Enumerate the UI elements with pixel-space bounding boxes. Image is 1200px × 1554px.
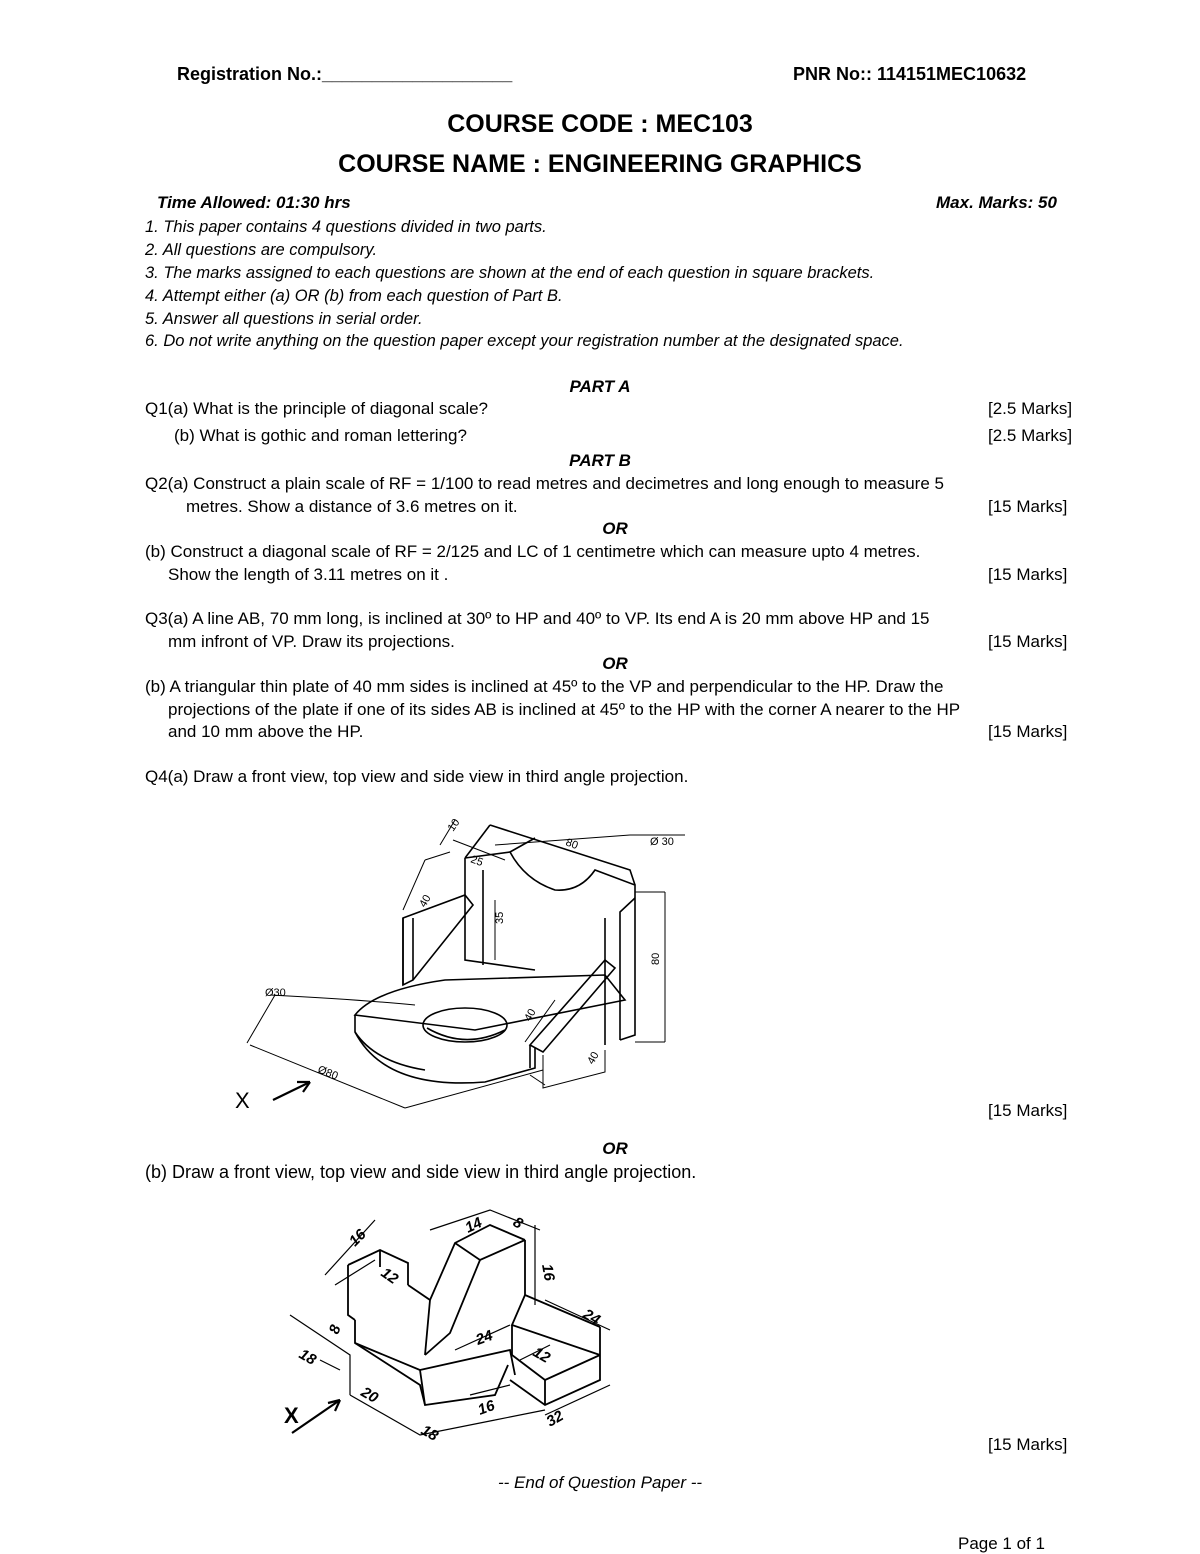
course-code: COURSE CODE : MEC103: [447, 110, 753, 138]
fig1-x-label: X: [235, 1088, 250, 1113]
q1b-text: (b) What is gothic and roman lettering?: [174, 426, 467, 445]
q2b-line2: Show the length of 3.11 metres on it .: [168, 565, 449, 584]
instruction-2: 2. All questions are compulsory.: [145, 241, 378, 259]
fig1-dim-25: 25: [468, 853, 485, 870]
instruction-6: 6. Do not write anything on the question paper except your registration number at the designated space.: [145, 332, 904, 350]
fig2-dim-32: 32: [543, 1407, 567, 1431]
q2b-marks: [15 Marks]: [988, 565, 1068, 584]
q3a-marks: [15 Marks]: [988, 632, 1068, 651]
q4a-text: Q4(a) Draw a front view, top view and side view in third angle projection.: [145, 767, 689, 786]
q4a-marks: [15 Marks]: [988, 1101, 1068, 1120]
fig1-dim-phi30-b: Ø30: [265, 987, 286, 999]
fig2-dim-18-b: 18: [418, 1421, 441, 1445]
page-number: Page 1 of 1: [958, 1534, 1045, 1553]
q1a-text: Q1(a) What is the principle of diagonal scale?: [145, 399, 489, 418]
q2b-line1: (b) Construct a diagonal scale of RF = 2/125 and LC of 1 centimetre which can measure upto 4 metres.: [145, 542, 921, 561]
fig1-dim-40-b: 40: [522, 1006, 539, 1024]
instruction-5: 5. Answer all questions in serial order.: [145, 310, 423, 328]
course-name: COURSE NAME : ENGINEERING GRAPHICS: [338, 150, 862, 178]
q2a-line1: Q2(a) Construct a plain scale of RF = 1/100 to read metres and decimetres and long enough to measure 5: [145, 474, 944, 493]
fig2-dim-24-b: 24: [473, 1327, 496, 1349]
max-marks: Max. Marks: 50: [936, 193, 1057, 212]
fig2-dim-18-a: 18: [296, 1345, 319, 1369]
fig1-dim-phi30-a: Ø 30: [650, 836, 674, 848]
q3b-line3: and 10 mm above the HP.: [168, 722, 364, 741]
fig1-dim-10: 10: [445, 816, 463, 834]
or-q2: OR: [602, 519, 628, 538]
q3b-line2: projections of the plate if one of its sides AB is inclined at 45º to the HP with the corner A nearer to the HP: [168, 700, 961, 719]
registration-field: Registration No.:___________________: [177, 64, 513, 84]
or-q3: OR: [602, 654, 628, 673]
end-of-paper: -- End of Question Paper --: [498, 1473, 703, 1492]
fig2-dim-20: 20: [358, 1383, 381, 1407]
fig2-dim-12-a: 12: [377, 1264, 402, 1288]
fig1-dim-80-side: 80: [650, 952, 662, 965]
fig1-dim-phi80: Ø80: [315, 1063, 340, 1083]
fig2-dim-14: 14: [462, 1214, 485, 1237]
q3b-line1: (b) A triangular thin plate of 40 mm sides is inclined at 45º to the VP and perpendicular to the HP. Draw the: [145, 677, 944, 696]
fig2-dim-8-a: 8: [510, 1213, 526, 1233]
q1a-marks: [2.5 Marks]: [988, 399, 1073, 418]
q3a-line1: Q3(a) A line AB, 70 mm long, is inclined at 30º to HP and 40º to VP. Its end A is 20 mm above HP and 15: [145, 609, 930, 628]
q2a-line2: metres. Show a distance of 3.6 metres on it.: [186, 497, 518, 516]
fig2-dim-16-a: 16: [345, 1226, 370, 1250]
pnr-number: PNR No:: 114151MEC10632: [793, 64, 1027, 84]
fig2-dim-8-b: 8: [325, 1322, 345, 1337]
q3b-marks: [15 Marks]: [988, 722, 1068, 741]
or-q4: OR: [602, 1139, 628, 1158]
fig1-dim-40-a: 40: [417, 892, 434, 910]
q1b-marks: [2.5 Marks]: [988, 426, 1073, 445]
fig2-dim-16-c: 16: [475, 1397, 498, 1419]
time-allowed: Time Allowed: 01:30 hrs: [157, 193, 351, 212]
instruction-3: 3. The marks assigned to each questions are shown at the end of each question in square brackets.: [145, 264, 875, 282]
instruction-1: 1. This paper contains 4 questions divided in two parts.: [145, 218, 547, 236]
q4b-marks: [15 Marks]: [988, 1435, 1068, 1454]
fig1-dim-40-c: 40: [585, 1049, 602, 1067]
figure-q4b-isometric: [280, 1205, 620, 1455]
q2a-marks: [15 Marks]: [988, 497, 1068, 516]
q3a-line2: mm infront of VP. Draw its projections.: [168, 632, 455, 651]
part-a-heading: PART A: [569, 377, 631, 396]
fig2-dim-16-b: 16: [538, 1262, 558, 1283]
figure-q4a-isometric: [225, 800, 700, 1120]
fig2-x-label: X: [284, 1403, 299, 1428]
part-b-heading: PART B: [569, 451, 631, 470]
fig2-dim-12-b: 12: [530, 1343, 553, 1367]
instruction-4: 4. Attempt either (a) OR (b) from each question of Part B.: [145, 287, 563, 305]
q4b-text: (b) Draw a front view, top view and side view in third angle projection.: [145, 1162, 697, 1182]
fig2-dim-24-a: 24: [580, 1305, 603, 1329]
fig1-dim-35: 35: [494, 911, 506, 924]
fig1-dim-80-top: 80: [563, 836, 580, 853]
